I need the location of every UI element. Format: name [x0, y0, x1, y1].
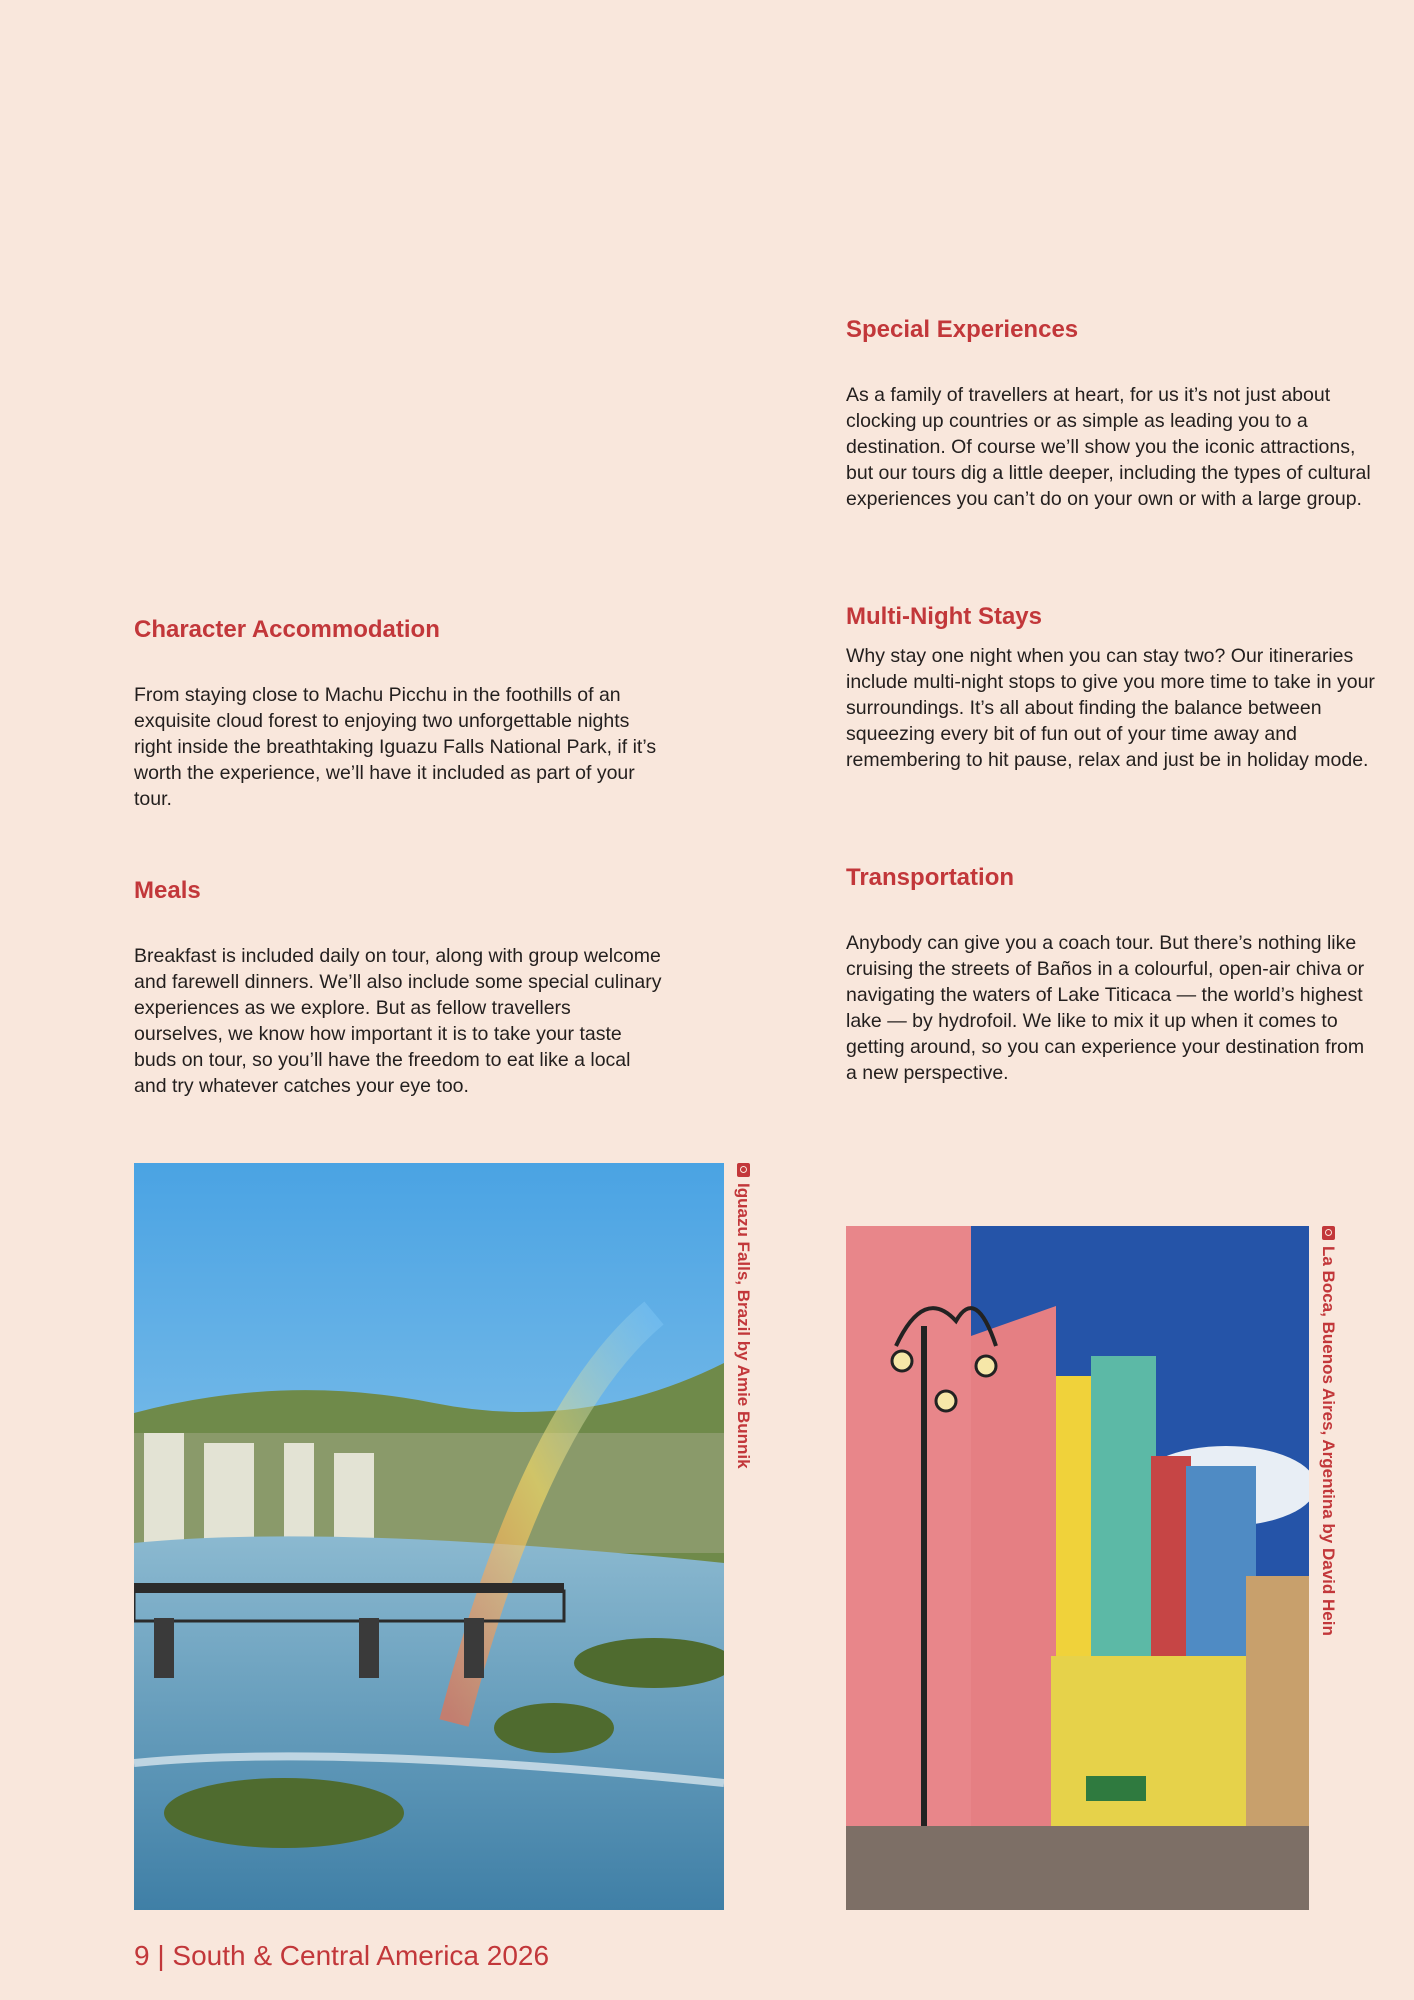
page-footer: 9 | South & Central America 2026 — [134, 1940, 550, 1971]
section-body: Anybody can give you a coach tour. But there’s nothing like cruising the streets of Baños in a colourful, open-air chiva or navigating the waters of Lake Titicaca — the world’s highest lake — by hydrofoil. We like to mix it up when it comes to getting around, so you can experience your destination from a new perspective. — [846, 932, 1365, 1084]
meals-section — [134, 877, 664, 1099]
section-heading: Character Accommodation — [134, 616, 440, 643]
iguazu-photo-caption — [733, 1163, 753, 1469]
la-boca-photo-caption — [1318, 1226, 1338, 1636]
section-body: As a family of travellers at heart, for us it’s not just about clocking up countries or as simple as leading you to a destination. Of course we’ll show you the iconic attractions, but our tours dig a little deeper, including the types of cultural experiences you can’t do on your own or with a large group. — [846, 384, 1371, 510]
character-accommodation-section — [134, 616, 664, 812]
section-body: Why stay one night when you can stay two? Our itineraries include multi-night stops to give you more time to take in your surroundings. It’s all about finding the balance between squeezing every bit of fun out of your time away and remembering to hit pause, relax and just be in holiday mode. — [846, 645, 1375, 771]
waterfall-image — [134, 1163, 724, 1910]
section-body: From staying close to Machu Picchu in the foothills of an exquisite cloud forest to enjoying two unforgettable nights right inside the breathtaking Iguazu Falls National Park, if it’s worth the experience, we’ll have it included as part of your tour. — [134, 684, 657, 810]
section-heading: Special Experiences — [846, 316, 1079, 343]
camera-icon — [1322, 1226, 1335, 1240]
special-experiences-section — [846, 316, 1376, 512]
section-heading: Meals — [134, 877, 201, 904]
section-heading: Transportation — [846, 864, 1015, 891]
section-heading: Multi-Night Stays — [846, 603, 1042, 630]
camera-icon — [737, 1163, 750, 1177]
la-boca-photo — [846, 1226, 1309, 1910]
caption-text: Iguazu Falls, Brazil by Amie Bunnik — [734, 1183, 753, 1469]
transportation-section — [846, 864, 1376, 1086]
iguazu-falls-photo — [134, 1163, 724, 1910]
multi-night-stays-section — [846, 603, 1376, 773]
caption-text: La Boca, Buenos Aires, Argentina by David Hein — [1319, 1246, 1338, 1636]
street-image — [846, 1226, 1309, 1910]
section-body: Breakfast is included daily on tour, along with group welcome and farewell dinners. We’ll also include some special culinary experiences as we explore. But as fellow travellers ourselves, we know how important it is to take your taste buds on tour, so you’ll have the freedom to eat like a local and try whatever catches your eye too. — [134, 945, 662, 1097]
